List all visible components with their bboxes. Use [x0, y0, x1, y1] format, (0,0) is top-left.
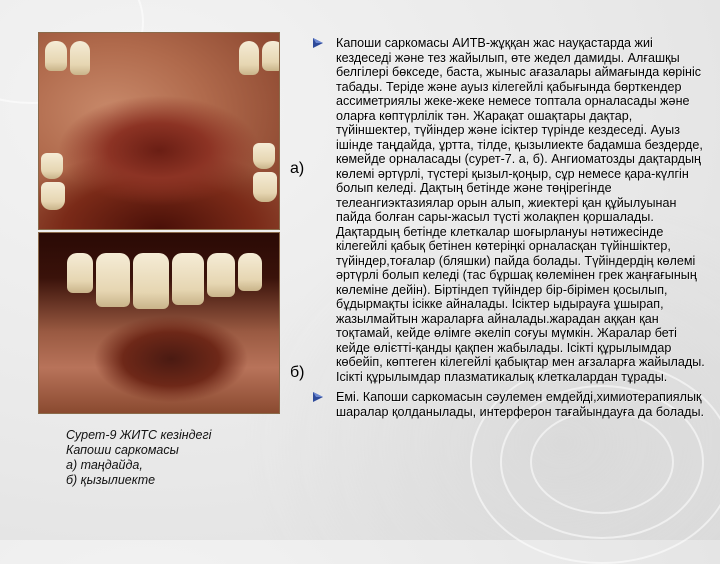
caption-line: Сурет-9 ЖИТС кезіндегі: [66, 428, 212, 442]
lower-teeth: [41, 153, 65, 210]
background-swirl: [530, 410, 674, 514]
upper-teeth: [239, 41, 280, 75]
main-text: [312, 36, 706, 425]
paragraph-text: Емі. Капоши саркомасын сәулемен емдейді,химиотерапиялық шаралар қолданылады, интерферон тағайындауға да болады.: [336, 390, 705, 419]
figure-caption: [66, 428, 296, 488]
paragraph-description: [312, 36, 706, 384]
paragraph-treatment: [312, 390, 706, 419]
caption-line: а) таңдайда,: [66, 458, 143, 472]
triangle-bullet-icon: [312, 391, 324, 403]
label-b: б): [290, 364, 305, 381]
photo-palate-lesion: [38, 32, 280, 230]
upper-teeth: [45, 41, 90, 75]
triangle-bullet-icon: [312, 37, 324, 49]
lower-teeth: [253, 143, 277, 202]
caption-line: Капоши саркомасы: [66, 443, 179, 457]
label-a: а): [290, 160, 305, 177]
paragraph-text: Капоши саркомасы АИТВ-жұққан жас науқастарда жиі кездеседі және тез жайылып, өте жедел дамиды. Алғашқы белгілері бөкседе, баста, жыныс ағазалары аймағында көрініс табады. Теріде және ауыз кілегейлі қабығында бөрткендер ассиметриялы жеке-жеке немесе топтала орналасады және оларға көптүрлілік тән. Жарақат ошақтары дақтар, түйіншектер, түйіндер және ісіктер түрінде кездеседі. Ауыз ішінде таңдайда, ұртта, тілде, қызылиекте бадамша бездерде, көмейде орналасады (сурет-7. а, б). Ангиоматозды дақтардың көлемі әртүрлі, түстері қызыл-қоңыр, сұр немесе қара-күлгін болып келеді. Дақтың бетінде және төңірегінде телеангиэктазиялар орын алып, жиектері қан құйылуынан пайда болған сары-жасыл түсті жолақпен қоршалады. Дақтардың бетінде клеткалар шоғырлануы нәтижесінде кілегейлі қабық бетінен көтеріңкі орналасқан түйіншіктер, түйіндер,тоғалар (бляшки) пайда болады. Түйіндердің көлемі әртүрлі болып келеді (тас бұршақ көлемінен грек жаңғағының көлеміне дейін). Біртіндеп түйіндер бір-бірімен қосылып, бұдырмақты ісікке айналады. Ісіктер ыдырауға ұшырап, жазылмайтын жараларға айналады.жарадан аққан қан тоқтамай, кейде өлімге әкеліп соғуы мүмкін. Жаралар беті кейде өлієтті-қанды қақпен жабылады. Ісікті құрылымдар көбейіп, көптеген кілегейлі қабықтар мен ағзаларға жайылады. Ісікті құрылымдар плазматикалық клеткалардан тұрады.: [336, 36, 705, 384]
photo-gingiva-lesion: [38, 232, 280, 414]
caption-line: б) қызылиекте: [66, 473, 156, 487]
front-teeth: [67, 253, 262, 309]
